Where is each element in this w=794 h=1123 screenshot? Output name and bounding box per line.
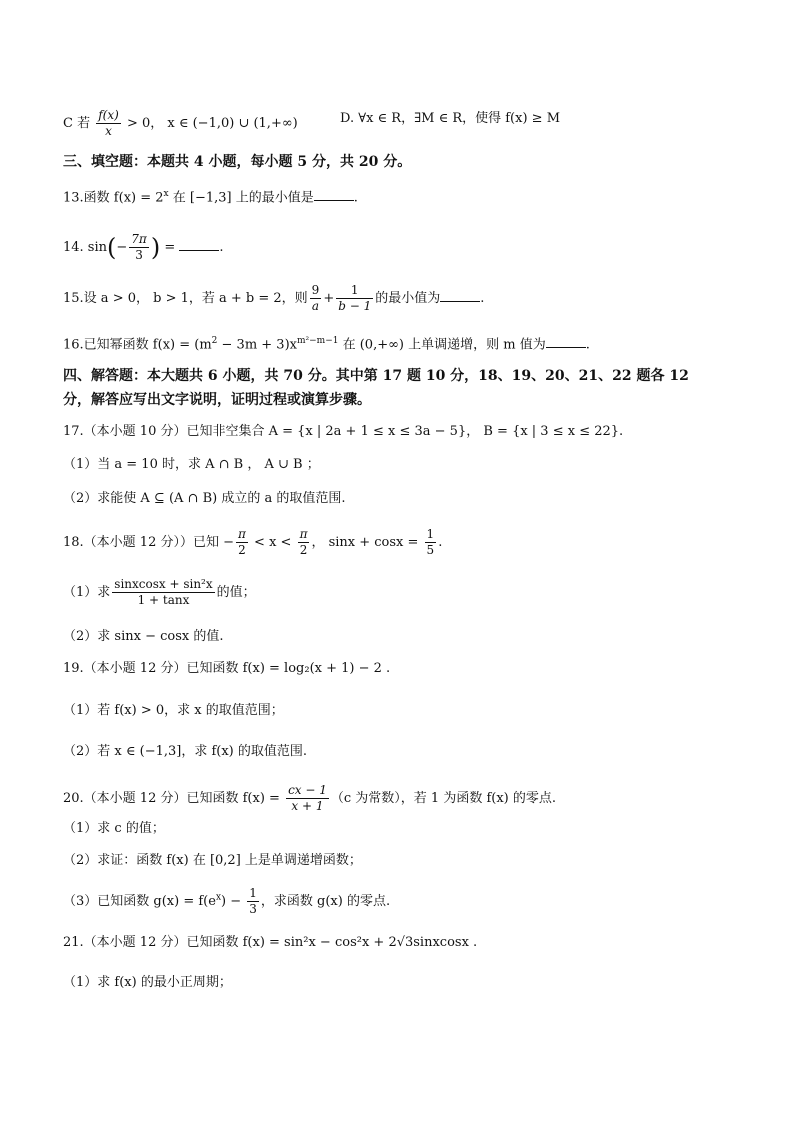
- question-16: 16.已知幂函数 $f(x) = (m^2 - 3m + 3)x^{m^2-m-1}$ 在 (0,+∞) 上单调递增，则 m 值为 .: [63, 336, 590, 353]
- fraction: $\frac{\pi}{2}$: [238, 527, 246, 557]
- question-14: 14. sin(− $\frac{7\pi}{3}$ ) = .: [63, 232, 224, 262]
- fraction: $\frac{1}{3}$: [249, 886, 257, 916]
- fraction: $\frac{cx - 1}{x + 1}$: [288, 783, 327, 813]
- option-d: D. ∀x ∈ R，∃M ∈ R，使得 f(x) ≥ M: [340, 111, 561, 126]
- question-19-stem: 19.（本小题 12 分）已知函数 f(x) = log₂(x + 1) − 2 .: [63, 661, 391, 676]
- section-4-title: 四、解答题：本大题共 6 小题，共 70 分。其中第 17 题 10 分，18、19、20、21、22 题各 12: [63, 368, 689, 384]
- question-17-stem: 17.（本小题 10 分）已知非空集合 A = {x | 2a + 1 ≤ x ≤ 3a − 5}， B = {x | 3 ≤ x ≤ 22}.: [63, 424, 624, 439]
- question-20-part-1: （1）求 c 的值；: [63, 821, 165, 836]
- fraction: $\frac{1}{b - 1}$: [338, 283, 372, 313]
- question-21-stem: 21.（本小题 12 分）已知函数 f(x) = sin²x − cos²x + 2√3sinxcosx .: [63, 935, 478, 950]
- answer-blank: [314, 188, 354, 201]
- question-20-part-3: （3）已知函数 $g(x) = f(e^x)$ − $\frac{1}{3}$ ，求函数 g(x) 的零点.: [63, 886, 391, 916]
- fraction: $\frac{f(x)}{x}$: [98, 108, 119, 138]
- question-18-stem: 18.（本小题 12 分））已知 − $\frac{\pi}{2}$ < x < $\frac{\pi}{2}$ ， sinx + cosx = $\frac{1}{5}$ .: [63, 527, 443, 557]
- question-20-part-2: （2）求证：函数 f(x) 在 [0,2] 上是单调递增函数；: [63, 853, 362, 868]
- question-20-stem: 20.（本小题 12 分）已知函数 f(x) = $\frac{cx - 1}{x + 1}$ （c 为常数），若 1 为函数 f(x) 的零点.: [63, 783, 557, 813]
- question-21-part-1: （1）求 f(x) 的最小正周期；: [63, 975, 232, 990]
- answer-blank: [546, 335, 586, 348]
- fraction: $\frac{\pi}{2}$: [299, 527, 308, 557]
- option-c: C 若 $\frac{f(x)}{x}$ > 0， x ∈ (−1,0) ∪ (1,+∞): [63, 108, 298, 138]
- fraction: $\frac{1}{5}$: [426, 527, 435, 557]
- question-18-part-2: （2）求 sinx − cosx 的值.: [63, 629, 224, 644]
- fraction: $\frac{7\pi}{3}$: [131, 232, 147, 262]
- question-17-part-1: （1）当 a = 10 时，求 A ∩ B ， A ∪ B ；: [63, 457, 320, 472]
- section-3-title: 三、填空题：本题共 4 小题，每小题 5 分，共 20 分。: [63, 154, 412, 170]
- answer-blank: [440, 289, 480, 302]
- question-19-part-1: （1）若 f(x) > 0，求 x 的取值范围；: [63, 703, 284, 718]
- question-13: 13.函数 $f(x) = 2^x$ 在 [−1,3] 上的最小值是 .: [63, 189, 358, 206]
- question-19-part-2: （2）若 x ∈ (−1,3]，求 f(x) 的取值范围.: [63, 744, 308, 759]
- section-4-subtitle: 分，解答应写出文字说明，证明过程或演算步骤。: [63, 392, 371, 408]
- question-18-part-1: （1）求 $\frac{\text{sinxcosx + sin²x}}{1 + \tan x}$ 的值；: [63, 577, 256, 607]
- question-15: 15.设 a > 0， b > 1，若 a + b = 2，则 $\frac{9}{a}$ + $\frac{1}{b - 1}$ 的最小值为 .: [63, 283, 485, 313]
- fraction: $\frac{9}{a}$: [311, 283, 320, 313]
- answer-blank: [179, 238, 219, 251]
- question-17-part-2: （2）求能使 A ⊆ (A ∩ B) 成立的 a 的取值范围.: [63, 491, 346, 506]
- fraction: $\frac{\text{sinxcosx + sin²x}}{1 + \tan x}$: [114, 577, 213, 607]
